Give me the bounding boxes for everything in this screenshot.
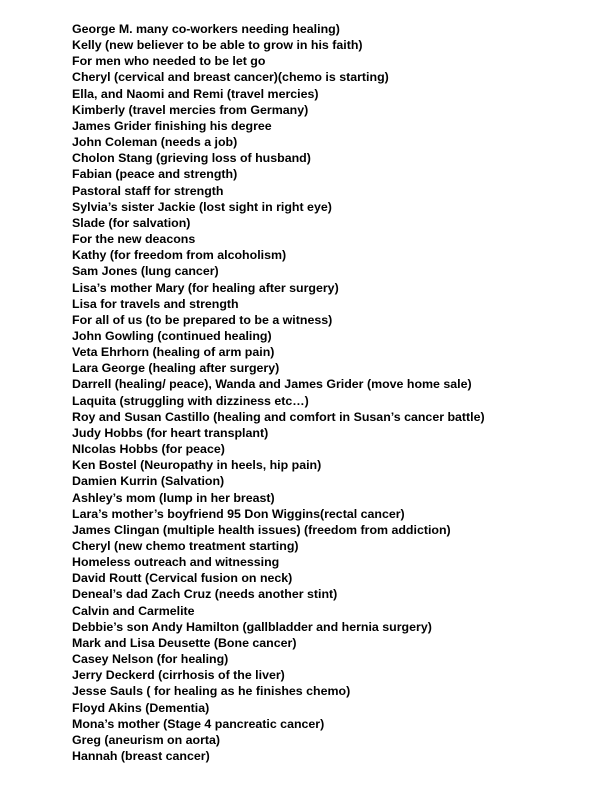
- prayer-request-item: Casey Nelson (for healing): [72, 652, 229, 667]
- prayer-request-item: For men who needed to be let go: [72, 54, 266, 69]
- prayer-request-item: Pastoral staff for strength: [72, 183, 224, 198]
- prayer-request-item: Judy Hobbs (for heart transplant): [72, 425, 269, 440]
- prayer-request-item: Deneal’s dad Zach Cruz (needs another stint): [72, 587, 338, 602]
- prayer-request-item: Ella, and Naomi and Remi (travel mercies): [72, 86, 319, 101]
- prayer-request-item: Sam Jones (lung cancer): [72, 264, 219, 279]
- prayer-request-item: Cheryl (new chemo treatment starting): [72, 539, 299, 553]
- prayer-request-item: Roy and Susan Castillo (healing and comfort in Susan’s cancer battle): [72, 409, 485, 424]
- prayer-request-item: Hannah (breast cancer): [72, 749, 210, 764]
- prayer-request-item: Laquita (struggling with dizziness etc…): [72, 393, 309, 408]
- prayer-request-item: Sylvia’s sister Jackie (lost sight in right eye): [72, 199, 332, 214]
- prayer-request-item: John Coleman (needs a job): [72, 135, 238, 150]
- prayer-request-item: James Grider finishing his degree: [72, 118, 272, 133]
- prayer-request-item: Kimberly (travel mercies from Germany): [72, 102, 309, 117]
- prayer-request-item: Debbie’s son Andy Hamilton (gallbladder and hernia surgery): [72, 619, 432, 634]
- prayer-request-item: Mona’s mother (Stage 4 pancreatic cancer): [72, 716, 325, 731]
- prayer-request-item: Slade (for salvation): [72, 215, 191, 230]
- prayer-request-item: Lara George (healing after surgery): [72, 361, 280, 376]
- prayer-request-item: Mark and Lisa Deusette (Bone cancer): [72, 635, 297, 650]
- prayer-request-item: Fabian (peace and strength): [72, 167, 238, 182]
- prayer-request-item: George M. many co-workers needing healing): [72, 22, 340, 36]
- prayer-request-item: Damien Kurrin (Salvation): [72, 474, 225, 489]
- prayer-request-item: Ken Bostel (Neuropathy in heels, hip pain): [72, 458, 322, 473]
- prayer-request-item: Cheryl (cervical and breast cancer)(chemo is starting): [72, 70, 389, 85]
- prayer-request-item: Veta Ehrhorn (healing of arm pain): [72, 345, 275, 360]
- prayer-request-item: Jerry Deckerd (cirrhosis of the liver): [72, 668, 285, 683]
- prayer-request-item: Greg (aneurism on aorta): [72, 732, 221, 747]
- prayer-request-item: Homeless outreach and witnessing: [72, 555, 280, 570]
- prayer-request-item: Jesse Sauls ( for healing as he finishes chemo): [72, 684, 351, 699]
- prayer-request-list: [72, 21, 485, 764]
- prayer-request-item: David Routt (Cervical fusion on neck): [72, 571, 293, 586]
- prayer-request-item: For the new deacons: [72, 232, 196, 247]
- prayer-request-item: John Gowling (continued healing): [72, 328, 272, 343]
- prayer-request-item: Calvin and Carmelite: [72, 603, 195, 618]
- prayer-request-item: Cholon Stang (grieving loss of husband): [72, 151, 311, 166]
- prayer-request-item: Lisa’s mother Mary (for healing after surgery): [72, 280, 339, 295]
- prayer-request-item: Floyd Akins (Dementia): [72, 700, 210, 715]
- prayer-request-item: Ashley’s mom (lump in her breast): [72, 490, 275, 505]
- prayer-request-item: Lisa for travels and strength: [72, 296, 239, 311]
- prayer-request-item: James Clingan (multiple health issues) (freedom from addiction): [72, 522, 451, 537]
- prayer-request-item: For all of us (to be prepared to be a witness): [72, 312, 333, 327]
- prayer-request-item: NIcolas Hobbs (for peace): [72, 442, 225, 457]
- prayer-request-item: Lara’s mother’s boyfriend 95 Don Wiggins(rectal cancer): [72, 506, 405, 521]
- prayer-request-item: Darrell (healing/ peace), Wanda and James Grider (move home sale): [72, 377, 472, 392]
- prayer-request-item: Kelly (new believer to be able to grow in his faith): [72, 38, 363, 53]
- prayer-request-item: Kathy (for freedom from alcoholism): [72, 248, 287, 263]
